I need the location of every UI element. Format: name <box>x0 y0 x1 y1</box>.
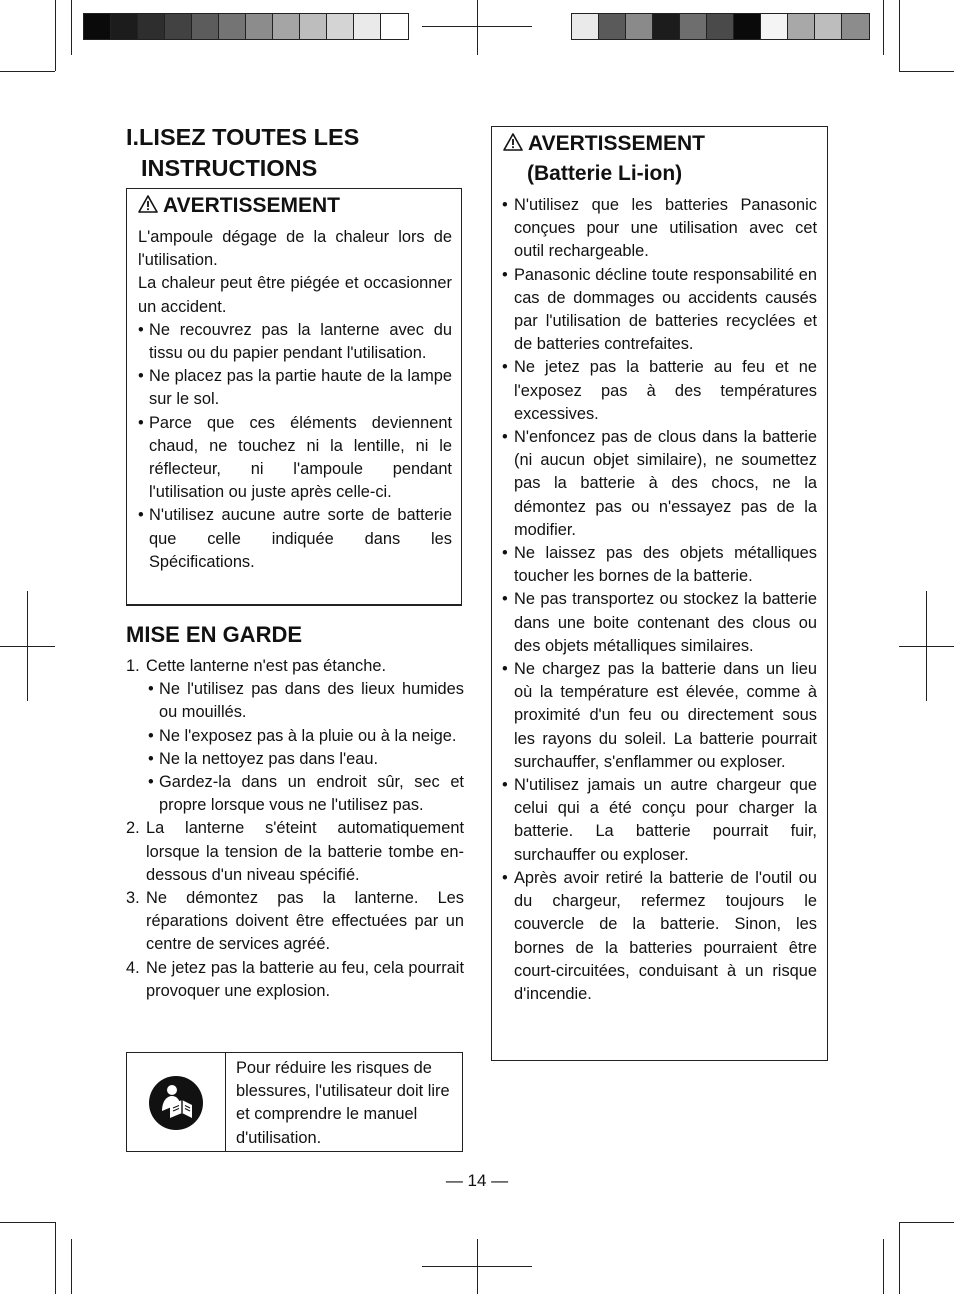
section-title <box>126 122 359 184</box>
page-number: — 14 — <box>445 1171 509 1190</box>
battery-warning-bullet <box>502 194 817 264</box>
caution-sub-text: Gardez-la dans un endroit sûr, sec et propre lorsque vous ne l'utilisez pas. <box>159 773 464 815</box>
caution-sub-text: Ne l'utilisez pas dans des lieux humides ou mouillés. <box>159 680 464 722</box>
color-swatch <box>327 14 354 39</box>
color-swatch <box>707 14 734 39</box>
warning-paragraph: L'ampoule dégage de la chaleur lors de l'utilisation. <box>138 228 452 270</box>
caution-item-text: Cette lanterne n'est pas étanche. <box>146 657 387 675</box>
color-swatch <box>734 14 761 39</box>
color-swatch <box>84 14 111 39</box>
color-swatch <box>273 14 300 39</box>
warning-bullet-text: Ne recouvrez pas la lanterne avec du tissu ou du papier pendant l'utilisation. <box>149 320 452 363</box>
warning-bullet <box>138 319 452 365</box>
warning-triangle-icon <box>138 195 158 213</box>
color-swatch <box>165 14 192 39</box>
battery-warning-bullet-text: N'enfoncez pas de clous dans la batterie (ni aucun objet similaire), ne soumettez pas la batterie à des chocs, ne la démontez pas ou n'essayez pas de la modifier. <box>514 428 817 539</box>
battery-warning-bullet-text: Après avoir retiré la batterie de l'outil ou du chargeur, refermez toujours le couvercle de la batterie. Sinon, les bornes de la batteries pourraient être court-circuitées, conduisant à un risque d'incendie. <box>514 868 817 1003</box>
color-swatch <box>680 14 707 39</box>
battery-warning-bullet-text: Ne laissez pas des objets métalliques toucher les bornes de la batterie. <box>514 544 817 586</box>
bullet-dot: • <box>502 544 508 563</box>
color-swatch <box>626 14 653 39</box>
warning-bullet <box>138 412 452 505</box>
battery-warning-bullet-text: Ne pas transportez ou stockez la batterie dans une boite contenant des clous ou des objets métalliques similaires. <box>514 590 817 655</box>
warning-heading <box>138 192 340 219</box>
manual-notice-text: Pour réduire les risques de blessures, l'utilisateur doit lire et comprendre le manuel d'utilisation. <box>236 1059 450 1147</box>
bullet-dot: • <box>502 776 508 795</box>
caution-list <box>126 655 464 1003</box>
caution-item-number: 3. <box>126 889 140 908</box>
color-swatch <box>653 14 680 39</box>
battery-warning-bullet <box>502 658 817 774</box>
bullet-dot: • <box>138 320 144 339</box>
caution-item <box>126 887 464 957</box>
caution-title: MISE EN GARDE <box>126 622 303 647</box>
color-swatch <box>815 14 842 39</box>
warning-box <box>126 188 462 606</box>
bullet-dot: • <box>138 367 144 386</box>
warning-body <box>138 226 452 574</box>
battery-warning-title: AVERTISSEMENT <box>528 132 705 155</box>
bullet-dot: • <box>148 749 154 768</box>
color-swatch <box>381 14 408 39</box>
caution-item-number: 2. <box>126 819 140 838</box>
section-title-line2: INSTRUCTIONS <box>141 155 318 181</box>
battery-warning-bullet <box>502 264 817 357</box>
caution-sub-bullet <box>126 748 464 771</box>
warning-paragraph: La chaleur peut être piégée et occasionner un accident. <box>138 274 452 316</box>
color-swatch <box>300 14 327 39</box>
color-swatch <box>192 14 219 39</box>
battery-warning-bullet-text: Panasonic décline toute responsabilité en cas de dommages ou accidents causés par l'utilisation de batteries recyclées et de batteries contrefaites. <box>514 265 817 354</box>
color-swatch <box>246 14 273 39</box>
bullet-dot: • <box>502 428 508 447</box>
color-swatch <box>599 14 626 39</box>
caution-item-text: Ne démontez pas la lanterne. Les réparations doivent être effectuées par un centre de services agréé. <box>146 889 464 954</box>
caution-item <box>126 957 464 1003</box>
color-swatch <box>842 14 869 39</box>
caution-sub-text: Ne l'exposez pas à la pluie ou à la neige. <box>159 726 457 745</box>
bullet-dot: • <box>502 265 508 284</box>
color-swatch <box>572 14 599 39</box>
warning-bullet-text: Parce que ces éléments deviennent chaud, ne touchez ni la lentille, ni le réflecteur, ni l'ampoule pendant l'utilisation ou juste après celle-ci. <box>149 413 452 502</box>
bullet-dot: • <box>138 506 144 525</box>
caution-item-text: Ne jetez pas la batterie au feu, cela pourrait provoquer une explosion. <box>146 958 464 1000</box>
color-swatch <box>138 14 165 39</box>
bullet-dot: • <box>148 773 154 792</box>
battery-warning-bullet <box>502 542 817 588</box>
warning-bullet <box>138 504 452 574</box>
bullet-dot: • <box>502 868 508 887</box>
manual-notice-box <box>126 1052 463 1152</box>
bullet-dot: • <box>502 358 508 377</box>
battery-warning-box <box>491 126 828 1061</box>
warning-bullet-text: N'utilisez aucune autre sorte de batterie que celle indiquée dans les Spécifications. <box>149 506 452 571</box>
caution-item <box>126 655 464 678</box>
bullet-dot: • <box>138 413 144 432</box>
battery-warning-bullet <box>502 426 817 542</box>
caution-item-number: 4. <box>126 958 140 977</box>
battery-warning-bullet-text: N'utilisez jamais un autre chargeur que celui qui a été conçu pour charger la batterie. La batterie pourrait fuir, surchauffer ou exploser. <box>514 776 817 864</box>
battery-warning-heading <box>503 130 705 157</box>
battery-warning-body <box>502 194 817 1006</box>
warning-bullet-text: Ne placez pas la partie haute de la lampe sur le sol. <box>149 367 452 409</box>
color-swatch <box>219 14 246 39</box>
warning-triangle-icon <box>503 133 523 151</box>
battery-warning-bullet <box>502 867 817 1006</box>
battery-warning-bullet <box>502 774 817 867</box>
battery-warning-bullet <box>502 588 817 658</box>
color-bar-left <box>83 13 409 40</box>
read-manual-icon <box>148 1075 204 1131</box>
caution-sub-bullet <box>126 678 464 724</box>
caution-item-number: 1. <box>126 657 140 675</box>
section-title-line1: I.LISEZ TOUTES LES <box>126 124 360 150</box>
caution-item-text: La lanterne s'éteint automatiquement lorsque la tension de la batterie tombe en-dessous d'un niveau spécifié. <box>146 819 464 884</box>
battery-warning-bullet <box>502 356 817 426</box>
caution-sub-text: Ne la nettoyez pas dans l'eau. <box>159 749 379 768</box>
bullet-dot: • <box>148 726 154 745</box>
bullet-dot: • <box>502 590 508 609</box>
caution-sub-bullet <box>126 771 464 817</box>
battery-warning-bullet-text: Ne chargez pas la batterie dans un lieu où la température est élevée, comme à proximité d'un feu ou directement sous les rayons du soleil. La batterie pourrait surchauffer, s'enflammer ou exploser. <box>514 660 817 771</box>
battery-warning-bullet-text: Ne jetez pas la batterie au feu et ne l'exposez pas à des températures excessives. <box>514 358 817 423</box>
color-swatch <box>354 14 381 39</box>
manual-box-divider <box>225 1053 226 1151</box>
color-swatch <box>761 14 788 39</box>
warning-bullet <box>138 365 452 411</box>
color-bar-right <box>571 13 870 40</box>
color-swatch <box>111 14 138 39</box>
battery-warning-bullet-text: N'utilisez que les batteries Panasonic conçues pour une utilisation avec cet outil rechargeable. <box>514 196 817 261</box>
warning-title: AVERTISSEMENT <box>163 194 340 217</box>
bullet-dot: • <box>502 196 508 214</box>
bullet-dot: • <box>148 680 154 699</box>
battery-warning-subtitle: (Batterie Li-ion) <box>527 162 683 185</box>
bullet-dot: • <box>502 660 508 679</box>
color-swatch <box>788 14 815 39</box>
caution-sub-bullet <box>126 725 464 748</box>
caution-item <box>126 817 464 887</box>
